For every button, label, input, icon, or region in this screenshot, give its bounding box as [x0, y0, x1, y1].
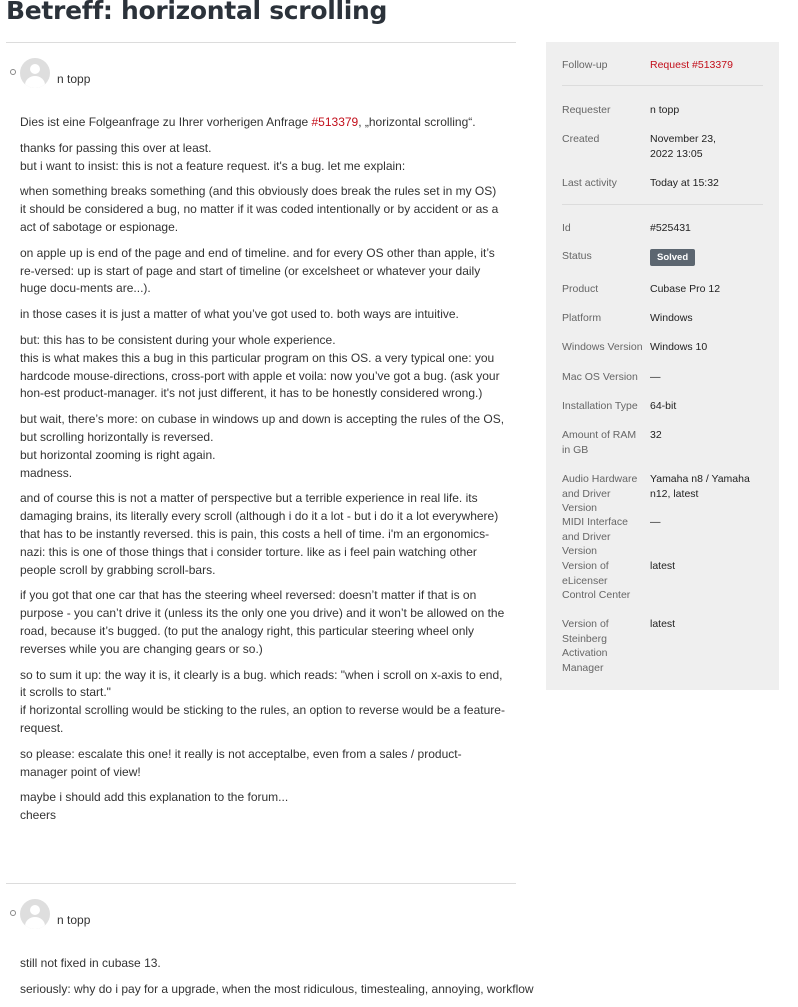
- paragraph: so to sum it up: the way it is, it clearly is a bug. which reads: "when i scroll on x-axis to end, it scrolls to start." if horizontal scrolling would be sticking to the rules, an option to reverse would be a feature-request.: [20, 667, 505, 735]
- detail-value: latest: [650, 560, 676, 572]
- detail-label: Id: [562, 222, 571, 234]
- detail-value: Windows: [650, 312, 693, 324]
- comment-intro: [20, 114, 505, 132]
- detail-value: latest: [650, 618, 676, 630]
- avatar: [20, 899, 50, 929]
- paragraph: and of course this is not a matter of perspective but a terrible experience in real life. its damaging brains, its literally every scroll (although i do it a lot - but i do it a lot everywhere) that has to be instantly reversed. this is pain, this costs a hell of time. i'm an ergonomics-nazi: this is one of those things that i consider torture. like as i feel pain watching other people scroll by grabbing scroll-bars.: [20, 491, 499, 577]
- paragraph: if you got that one car that has the steering wheel reversed: doesn’t matter if that is on purpose - you can’t drive it (unless its the only one you drive) and it won’t be allowed on the road, because it’s bugged. (to put the analogy right, this particular steering wheel only reverses while you are changing gears or so.): [20, 588, 505, 656]
- avatar: [20, 58, 50, 88]
- detail-value: Cubase Pro 12: [650, 283, 721, 295]
- intro-suffix: , „horizontal scrolling“.: [358, 115, 476, 129]
- divider: [562, 204, 763, 205]
- detail-value: #525431: [650, 222, 691, 234]
- detail-label: MIDI Interface and Driver Version: [562, 516, 628, 557]
- comment-author: n topp: [57, 913, 91, 927]
- detail-label: Follow-up: [562, 59, 608, 71]
- detail-label: Platform: [562, 312, 602, 324]
- detail-label: Version of eLicenser Control Center: [562, 560, 631, 601]
- bullet-icon: [10, 910, 16, 916]
- paragraph: maybe i should add this explanation to the forum... cheers: [20, 790, 289, 823]
- comment-body: [20, 955, 534, 1007]
- detail-label: Mac OS Version: [562, 371, 638, 383]
- paragraph: when something breaks something (and this obviously does break the rules set in my OS) it should be considered a bug, no matter if it was coded intentionally or by accident or as a act of sabotage or espionage.: [20, 184, 499, 234]
- detail-label: Windows Version: [562, 341, 643, 353]
- paragraph: still not fixed in cubase 13.: [20, 956, 161, 970]
- detail-value: November 23, 2022 13:05: [650, 133, 716, 160]
- detail-value: —: [650, 516, 661, 528]
- paragraph: but: this has to be consistent during your whole experience. this is what makes this a bug in this particular program on this OS. a very typical one: you hardcode mouse-directions, cross-port with apple et voila: now you’ve got a bug. (ask your hon-est product-manager. it's not just different, it has to be honestly considered wrong.): [20, 332, 500, 401]
- paragraph: on apple up is end of the page and end of timeline. and for every OS other than apple, it’s re-versed: up is start of page and start of timeline (or excelsheet or whatever your daily huge docu-ments are...).: [20, 245, 495, 296]
- detail-value: n topp: [650, 104, 680, 116]
- detail-label: Requester: [562, 104, 611, 116]
- paragraph: in those cases it is just a matter of what you’ve got used to. both ways are intuitive.: [20, 307, 459, 322]
- detail-label: Created: [562, 133, 600, 145]
- request-link[interactable]: #513379: [311, 115, 359, 129]
- detail-value: Today at 15:32: [650, 177, 719, 189]
- detail-value: Windows 10: [650, 341, 708, 353]
- detail-value: Yamaha n8 / Yamaha n12, latest: [650, 473, 750, 500]
- paragraph: so please: escalate this one! it really is not acceptalbe, even from a sales / product-manager point of view!: [20, 746, 462, 779]
- divider: [562, 85, 763, 86]
- detail-label: Installation Type: [562, 400, 638, 412]
- paragraph: thanks for passing this over at least. but i want to insist: this is not a feature request. it's a bug. let me explain:: [20, 140, 406, 173]
- detail-label: Audio Hardware and Driver Version: [562, 473, 638, 514]
- followup-link[interactable]: Request #513379: [650, 59, 733, 71]
- page-title: Betreff: horizontal scrolling: [6, 0, 388, 25]
- paragraph: seriously: why do i pay for a upgrade, when the most ridiculous, timestealing, annoying, workflow: [20, 981, 534, 996]
- status-badge: Solved: [650, 249, 695, 266]
- intro-text: Dies ist eine Folgeanfrage zu Ihrer vorherigen Anfrage: [20, 115, 312, 129]
- divider: [6, 883, 516, 884]
- detail-value: 32: [650, 429, 662, 441]
- detail-value: 64-bit: [650, 400, 677, 412]
- detail-label: Product: [562, 283, 599, 295]
- divider: [6, 42, 516, 43]
- bullet-icon: [10, 69, 16, 75]
- detail-label: Version of Steinberg Activation Manager: [562, 618, 609, 674]
- comment-body: [20, 114, 505, 833]
- detail-label: Last activity: [562, 177, 617, 189]
- request-details-sidebar: [546, 42, 779, 690]
- comment-author: n topp: [57, 72, 91, 86]
- paragraph: but wait, there’s more: on cubase in windows up and down is accepting the rules of the OS, but scrolling horizontally is reversed. but horizontal zooming is right again. madness.: [20, 412, 505, 480]
- detail-value: —: [650, 371, 661, 383]
- detail-label: Status: [562, 250, 592, 262]
- detail-label: Amount of RAM in GB: [562, 429, 637, 456]
